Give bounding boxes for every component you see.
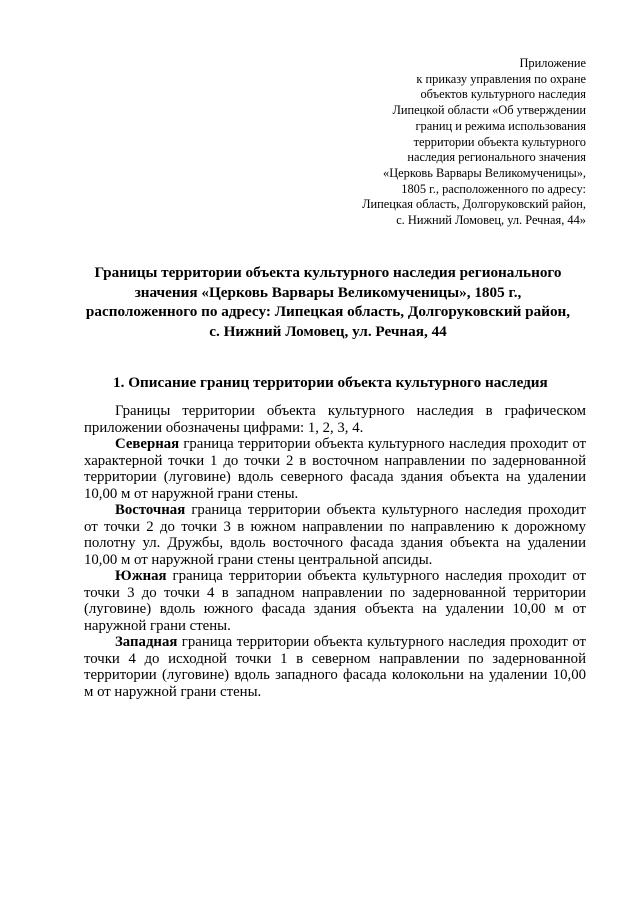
paragraph-lead: Восточная	[115, 502, 186, 518]
section-heading: 1. Описание границ территории объекта культурного наследия	[113, 374, 548, 391]
paragraph-south-boundary	[84, 568, 586, 634]
paragraph-text: граница территории объекта культурного наследия проходит от точки 4 до исходной точки 1 в северном направлении по задернованной территории (луговине) вдоль западного фасада колокольни на удалении 10,00 м от наружной грани стены.	[84, 634, 586, 700]
document-title	[70, 263, 586, 341]
paragraph-lead: Западная	[115, 634, 178, 650]
title-line: с. Нижний Ломовец, ул. Речная, 44	[209, 322, 447, 340]
paragraph-west-boundary	[84, 634, 586, 700]
paragraph-intro	[84, 403, 586, 436]
appendix-line: Приложение	[519, 56, 586, 70]
appendix-line: Липецкой области «Об утверждении	[392, 103, 586, 118]
title-line: Границы территории объекта культурного наследия регионального	[94, 264, 562, 281]
paragraph-text: граница территории объекта культурного наследия проходит от точки 2 до точки 3 в южном направлении по направлению к дорожному полотну ул. Дружбы, вдоль восточного фасада здания объекта на удалении 10,00 м от наружной грани стены центральной апсиды.	[84, 502, 586, 568]
appendix-line: с. Нижний Ломовец, ул. Речная, 44»	[396, 213, 586, 228]
title-line: значения «Церковь Варвары Великомученицы», 1805 г.,	[134, 283, 522, 301]
title-line: расположенного по адресу: Липецкая область, Долгоруковский район,	[85, 303, 571, 320]
paragraph-text: Границы территории объекта культурного наследия в графическом приложении обозначены цифрами: 1, 2, 3, 4.	[84, 403, 586, 436]
body-text	[84, 403, 586, 700]
appendix-line: границ и режима использования	[415, 118, 586, 133]
paragraph-north-boundary	[84, 436, 586, 502]
appendix-block	[286, 56, 586, 229]
appendix-line: объектов культурного наследия	[420, 87, 586, 102]
appendix-line: «Церковь Варвары Великомученицы»,	[383, 165, 586, 180]
appendix-line: территории объекта культурного	[413, 134, 586, 149]
appendix-line: наследия регионального значения	[407, 150, 586, 165]
paragraph-text: граница территории объекта культурного наследия проходит от характерной точки 1 до точки 2 в восточном направлении по задернованной территории (луговине) вдоль северного фасада здания объекта на удалении 10,00 м от наружной грани стены.	[84, 436, 586, 502]
paragraph-lead: Северная	[115, 436, 180, 452]
appendix-line: к приказу управления по охране	[416, 71, 586, 86]
paragraph-east-boundary	[84, 502, 586, 568]
appendix-line: Липецкая область, Долгоруковский район,	[362, 197, 586, 212]
appendix-line: 1805 г., расположенного по адресу:	[401, 181, 586, 196]
paragraph-text: граница территории объекта культурного наследия проходит от точки 3 до точки 4 в западном направлении по задернованной территории (луговине) вдоль южного фасада здания объекта на удалении 10,00 м от наружной грани стены.	[84, 568, 586, 634]
paragraph-lead: Южная	[115, 568, 167, 584]
